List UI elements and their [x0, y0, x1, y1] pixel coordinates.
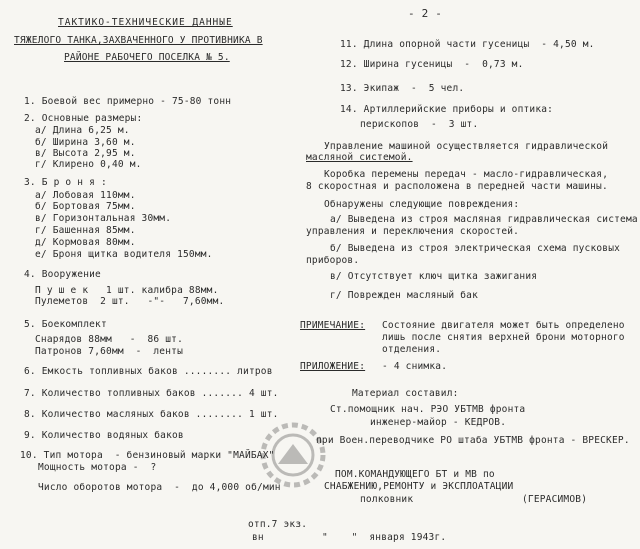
armor-rear: д/ Кормовая 80мм.: [35, 237, 136, 248]
item-armament: 4. Вооружение: [24, 269, 101, 280]
item-track-length: 11. Длина опорной части гусеницы - 4,50 м.: [340, 39, 595, 50]
control-system-line1: Управление машиной осуществляется гидравлической: [324, 141, 609, 152]
dim-height: в/ Высота 2,95 м.: [35, 148, 136, 159]
appendix-text: - 4 снимка.: [382, 361, 448, 372]
control-system-line2: масляной системой.: [306, 152, 413, 163]
compiler-position: Ст.помощник нач. РЭО УБТМВ фронта: [330, 404, 526, 415]
item-fuel-tanks: 7. Количество топливных баков ....... 4 шт.: [24, 388, 279, 399]
doc-title-line1: ТАКТИКО-ТЕХНИЧЕСКИЕ ДАННЫЕ: [58, 17, 233, 28]
engine-rpm: Число оборотов мотора - до 4,000 об/мин: [38, 482, 281, 493]
ammo-shells: Снарядов 88мм - 86 шт.: [35, 334, 183, 345]
gearbox-line1: Коробка перемены передач - масло-гидравлическая,: [324, 169, 609, 180]
optics-periscopes: перископов - 3 шт.: [360, 119, 479, 130]
footer-date: " " января 1943г.: [322, 532, 447, 543]
item-armor: 3. Б р о н я :: [24, 177, 107, 188]
item-engine-type: 10. Тип мотора - бензиновый марки "МАЙБАХ": [20, 450, 275, 461]
footer-vn: вн: [252, 532, 264, 543]
item-fuel-capacity: 6. Емкость топливных баков ........ литров: [24, 366, 273, 377]
item-oil-tanks: 8. Количество масляных баков ........ 1 шт.: [24, 409, 279, 420]
signature-name: (ГЕРАСИМОВ): [522, 494, 588, 505]
signature-title1: ПОМ.КОМАНДУЮЩЕГО БТ и МВ по: [335, 469, 495, 480]
page-number: - 2 -: [408, 7, 443, 20]
armor-front: а/ Лобовая 110мм.: [35, 190, 136, 201]
damage-d: г/ Поврежден масляный бак: [330, 290, 478, 301]
armor-side: б/ Бортовая 75мм.: [35, 201, 136, 212]
damage-b-line1: б/ Выведена из строя электрическая схема пусковых: [330, 243, 621, 254]
signature-title3: полковник: [360, 494, 414, 505]
compiler-name: инженер-майор - КЕДРОВ.: [370, 417, 507, 428]
note-line2: лишь после снятия верхней брони моторного: [382, 332, 625, 343]
armament-gun: П у ш е к 1 шт. калибра 88мм.: [35, 285, 219, 296]
item-dimensions: 2. Основные размеры:: [24, 113, 143, 124]
translator-line: при Воен.переводчике РО штаба УБТМВ фронта - ВРЕСКЕР.: [316, 435, 630, 446]
ammo-cartridges: Патронов 7,60мм - ленты: [35, 346, 183, 357]
footer-copies: отп.7 экз.: [248, 519, 308, 530]
signature-title2: СНАБЖЕНИЮ,РЕМОНТУ и ЭКСПЛОАТАЦИИ: [324, 481, 514, 492]
compiled-by: Материал составил:: [352, 388, 459, 399]
appendix-label: ПРИЛОЖЕНИЕ:: [300, 361, 366, 372]
item-crew: 13. Экипаж - 5 чел.: [340, 83, 465, 94]
doc-title-line2: ТЯЖЕЛОГО ТАНКА,ЗАХВАЧЕННОГО У ПРОТИВНИКА В: [14, 35, 263, 46]
damage-b-line2: приборов.: [306, 255, 360, 266]
note-line1: Состояние двигателя может быть определено: [382, 320, 625, 331]
engine-power: Мощность мотора - ?: [38, 462, 157, 473]
armor-turret: г/ Башенная 85мм.: [35, 225, 136, 236]
dim-width: б/ Ширина 3,60 м.: [35, 137, 136, 148]
dim-clearance: г/ Клирено 0,40 м.: [35, 159, 142, 170]
note-line3: отделения.: [382, 344, 442, 355]
armament-mg: Пулеметов 2 шт. -"- 7,60мм.: [35, 296, 225, 307]
dim-length: а/ Длина 6,25 м.: [35, 125, 130, 136]
watermark-stamp-icon: [258, 420, 328, 490]
doc-title-line3: РАЙОНЕ РАБОЧЕГО ПОСЕЛКА № 5.: [64, 52, 230, 63]
item-water-tanks: 9. Количество водяных баков: [24, 430, 184, 441]
damage-a-line1: а/ Выведена из строя масляная гидравлическая система: [330, 214, 638, 225]
damage-heading: Обнаружены следующие повреждения:: [324, 199, 520, 210]
item-weight: 1. Боевой вес примерно - 75-80 тонн: [24, 96, 232, 107]
item-optics: 14. Артиллерийские приборы и оптика:: [340, 104, 554, 115]
item-ammo: 5. Боекомплект: [24, 319, 107, 330]
damage-a-line2: управления и переключения скоростей.: [306, 226, 520, 237]
armor-horizontal: в/ Горизонтальная 30мм.: [35, 213, 172, 224]
gearbox-line2: 8 скоростная и расположена в передней части машины.: [306, 181, 608, 192]
armor-driver-shield: е/ Броня щитка водителя 150мм.: [35, 249, 213, 260]
damage-c: в/ Отсутствует ключ щитка зажигания: [330, 271, 538, 282]
note-label: ПРИМЕЧАНИЕ:: [300, 320, 366, 331]
item-track-width: 12. Ширина гусеницы - 0,73 м.: [340, 59, 524, 70]
